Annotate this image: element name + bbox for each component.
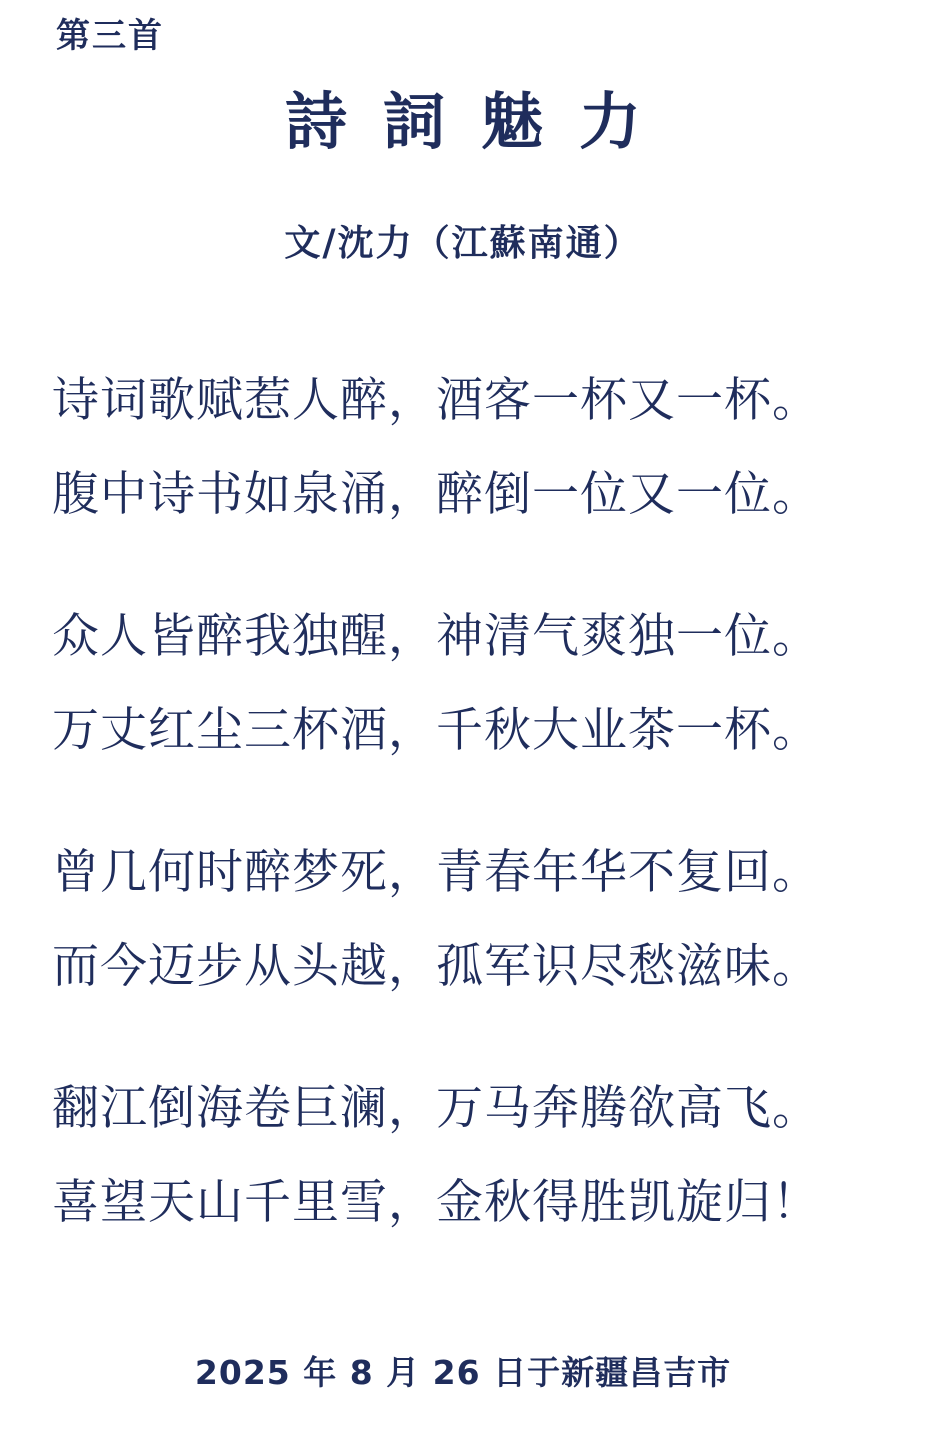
poem-line: 诗词歌赋惹人醉，酒客一杯又一杯。 — [52, 373, 820, 428]
poem-line: 翻江倒海卷巨澜，万马奔腾欲高飞。 — [52, 1081, 820, 1136]
stanza — [52, 590, 912, 778]
author-line: 文/沈力（江蘇南通） — [284, 222, 642, 264]
poem-line: 而今迈步从头越，孤军识尽愁滋味。 — [52, 939, 820, 994]
stanza — [52, 1062, 912, 1250]
poem-line: 众人皆醉我独醒，神清气爽独一位。 — [52, 609, 820, 664]
poem-line: 腹中诗书如泉涌，醉倒一位又一位。 — [52, 467, 820, 522]
footer-date-place: 2025 年 8 月 26 日于新疆昌吉市 — [194, 1353, 732, 1392]
poem-line: 万丈红尘三杯酒，千秋大业茶一杯。 — [52, 703, 820, 758]
poem-line: 曾几何时醉梦死，青春年华不复回。 — [52, 845, 820, 900]
poem-body — [52, 354, 912, 1298]
stanza — [52, 826, 912, 1014]
page-title: 詩詞魅力 — [284, 85, 677, 158]
stanza — [52, 354, 912, 542]
poem-line: 喜望天山千里雪，金秋得胜凯旋归！ — [52, 1175, 820, 1230]
section-label: 第三首 — [56, 16, 164, 56]
